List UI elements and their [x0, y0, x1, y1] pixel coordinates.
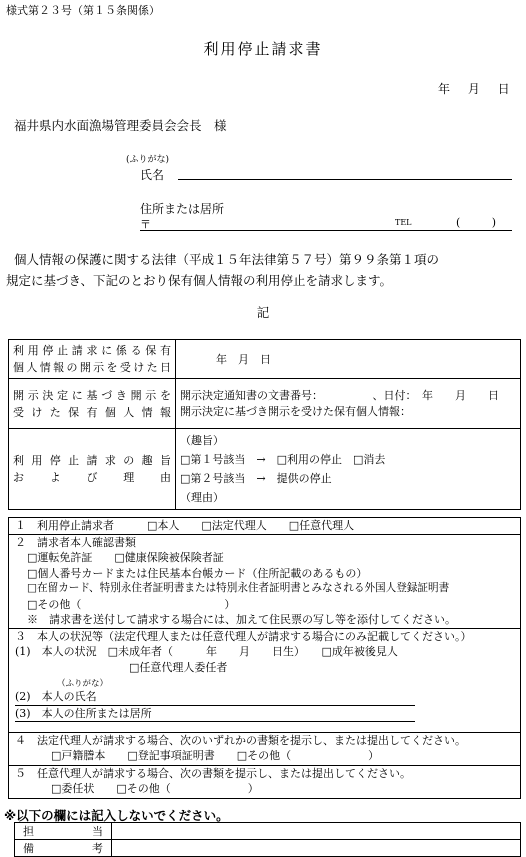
furigana-label: (ふりがな) — [126, 155, 170, 165]
table-row — [9, 518, 521, 535]
table-row — [9, 628, 521, 732]
requester-info-table — [8, 517, 521, 799]
staff-label: 担当 — [15, 823, 112, 840]
office-use-note: ※以下の欄には記入しないでください。 — [4, 808, 229, 823]
purpose-reason-label: 利用停止請求の趣旨 および理由 — [9, 429, 176, 510]
date-field: 年 月 日 — [438, 82, 510, 96]
postal-mark: 〒 — [140, 218, 151, 231]
office-use-table — [14, 822, 521, 857]
disclosure-date-label: 利用停止請求に係る保有 個人情報の開示を受けた日 — [9, 340, 176, 379]
addressee: 福井県内水面漁場管理委員会会長 様 — [14, 118, 227, 133]
voluntary-agent-docs-section[interactable]: ５ 任意代理人が請求する場合、次の書類を提示し、または提出してください。 □委任状 □その他（ ） — [9, 765, 521, 798]
tel-mark: TEL — [395, 218, 412, 227]
address-field-line[interactable] — [140, 230, 512, 231]
table-row — [9, 340, 521, 379]
principal-status-section[interactable]: ３ 本人の状況等（法定代理人または任意代理人が請求する場合にのみ記載してください。） (1) 本人の状況 □未成年者（ 年 月 日生） □成年被後見人 □任意代理人委任者 （ふりがな） (2) 本人の氏名 (3) 本人の住所または居所 — [9, 628, 521, 732]
legal-agent-docs-section[interactable]: ４ 法定代理人が請求する場合、次のいずれかの書類を提示し、または提出してください。 □戸籍謄本 □登記事項証明書 □その他（ ） — [9, 732, 521, 765]
body-text-line1: 個人情報の保護に関する法律（平成１５年法律第５７号）第９９条第１項の — [14, 252, 440, 267]
address-label: 住所または居所 — [140, 202, 225, 216]
table-row — [9, 379, 521, 429]
disclosure-date-value[interactable]: 年 月 日 — [176, 340, 521, 379]
form-number: 様式第２３号（第１５条関係） — [6, 4, 160, 17]
name-label: 氏名 — [140, 168, 165, 182]
table-row — [9, 765, 521, 798]
purpose-reason-value[interactable]: （趣旨） □第１号該当 → □利用の停止 □消去 □第２号該当 → 提供の停止 （理由） — [176, 429, 521, 510]
table-row — [15, 823, 521, 840]
requester-type-section[interactable]: １ 利用停止請求者 □本人 □法定代理人 □任意代理人 — [9, 518, 521, 535]
disclosed-info-value[interactable]: 開示決定通知書の文書番号： 、日付： 年 月 日 開示決定に基づき開示を受けた保有個人情報： — [176, 379, 521, 429]
name-field-line[interactable] — [178, 179, 512, 180]
tel-paren: ( ) — [456, 216, 497, 229]
table-row — [9, 534, 521, 628]
ki-heading: 記 — [256, 305, 270, 320]
document-title: 利用停止請求書 — [203, 40, 323, 58]
disclosed-info-label: 開示決定に基づき開示を 受けた保有個人情報 — [9, 379, 176, 429]
request-details-table — [8, 339, 521, 510]
identity-documents-section[interactable]: ２ 請求者本人確認書類 □運転免許証 □健康保険被保険者証 □個人番号カードまたは住民基本台帳カード（住所記載のあるもの） □在留カード、特別永住者証明書または特別永住者証明書とみなされる外国人登録証明書 □その他（ ） ※ 請求書を送付して請求する場合には、加えて住民票の写し等を添付してください。 — [9, 534, 521, 628]
body-text-line2: 規定に基づき、下記のとおり保有個人情報の利用停止を請求します。 — [6, 273, 393, 288]
table-row — [9, 429, 521, 510]
table-row — [9, 732, 521, 765]
remarks-label: 備考 — [15, 840, 112, 857]
staff-cell — [112, 823, 521, 840]
